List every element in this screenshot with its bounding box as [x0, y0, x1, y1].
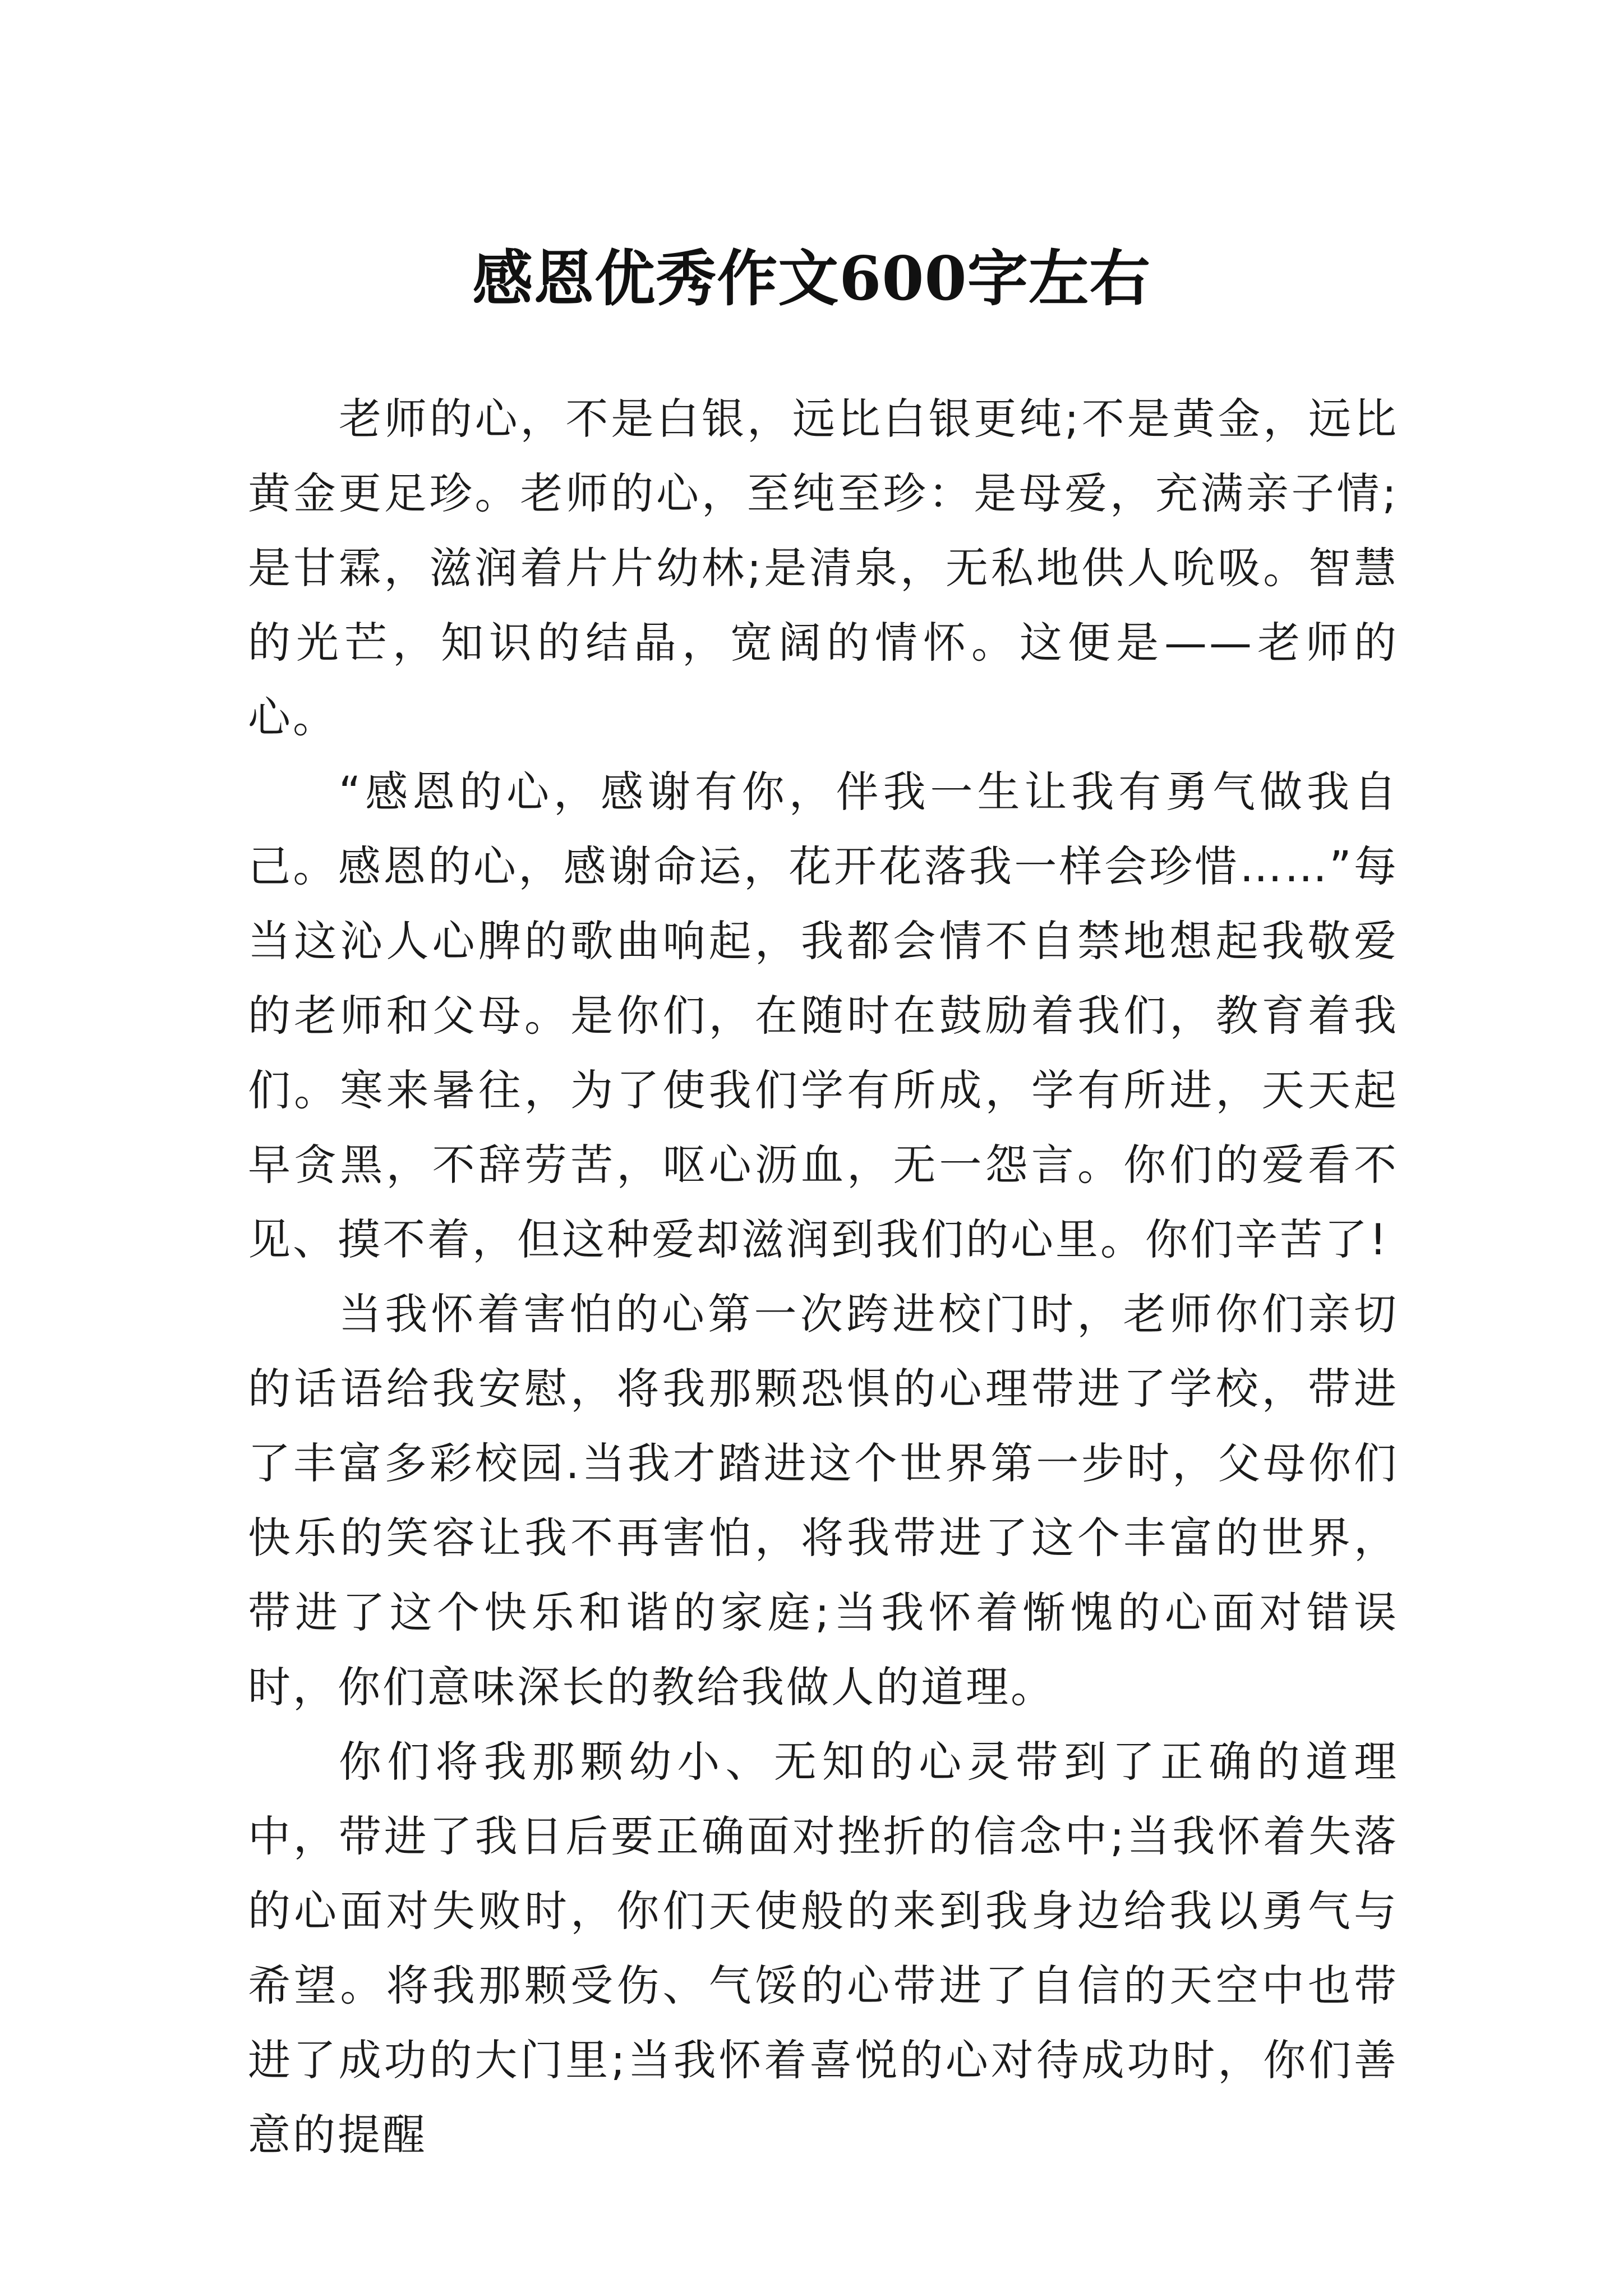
- paragraph: “感恩的心，感谢有你，伴我一生让我有勇气做我自己。感恩的心，感谢命运，花开花落我一样会珍惜……”每当这沁人心脾的歌曲响起，我都会情不自禁地想起我敬爱的老师和父母。是你们，在随时在鼓励着我们，教育着我们。寒来暑往，为了使我们学有所成，学有所进，天天起早贪黑，不辞劳苦，呕心沥血，无一怨言。你们的爱看不见、摸不着，但这种爱却滋润到我们的心里。你们辛苦了!: [248, 767, 1399, 1264]
- paragraph: 当我怀着害怕的心第一次跨进校门时，老师你们亲切的话语给我安慰，将我那颗恐惧的心理带进了学校，带进了丰富多彩校园.当我才踏进这个世界第一步时，父母你们快乐的笑容让我不再害怕，将我带进了这个丰富的世界，带进了这个快乐和谐的家庭;当我怀着惭愧的心面对错误时，你们意味深长的教给我做人的道理。: [248, 1289, 1399, 1712]
- document-body: [248, 381, 1399, 2172]
- paragraph: 老师的心，不是白银，远比白银更纯;不是黄金，远比黄金更足珍。老师的心，至纯至珍：是母爱，充满亲子情;是甘霖，滋润着片片幼林;是清泉，无私地供人吮吸。智慧的光芒，知识的结晶，宽阔的情怀。这便是——老师的心。: [248, 394, 1399, 742]
- document-title: 感恩优秀作文600字左右: [472, 243, 1151, 315]
- paragraph: 你们将我那颗幼小、无知的心灵带到了正确的道理中，带进了我日后要正确面对挫折的信念中;当我怀着失落的心面对失败时，你们天使般的来到我身边给我以勇气与希望。将我那颗受伤、气馁的心带进了自信的天空中也带进了成功的大门里;当我怀着喜悦的心对待成功时，你们善意的提醒: [248, 1737, 1399, 2160]
